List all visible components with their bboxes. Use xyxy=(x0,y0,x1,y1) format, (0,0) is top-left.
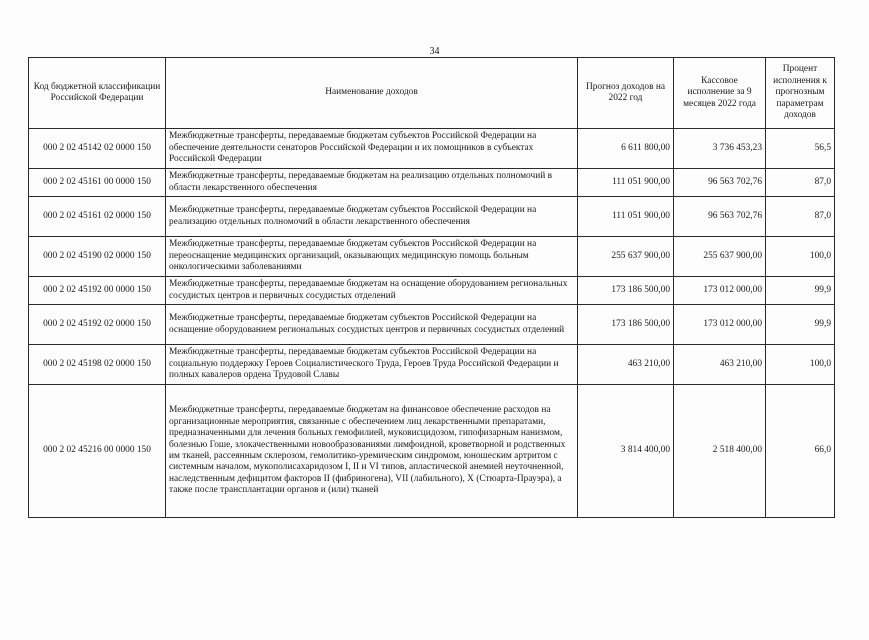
row-percent: 100,0 xyxy=(766,345,835,385)
row-forecast: 173 186 500,00 xyxy=(578,305,674,345)
row-forecast: 111 051 900,00 xyxy=(578,169,674,197)
header-name: Наименование доходов xyxy=(166,58,578,129)
row-code: 000 2 02 45190 02 0000 150 xyxy=(29,237,166,277)
table-row xyxy=(29,169,835,197)
row-code: 000 2 02 45142 02 0000 150 xyxy=(29,129,166,169)
header-code: Код бюджетной классификации Российской Федерации xyxy=(29,58,166,129)
row-executed: 96 563 702,76 xyxy=(674,169,766,197)
row-executed: 2 518 400,00 xyxy=(674,385,766,518)
revenue-table xyxy=(28,57,835,518)
row-percent: 56,5 xyxy=(766,129,835,169)
page-number: 34 xyxy=(429,46,440,57)
table-row xyxy=(29,385,835,518)
row-executed: 255 637 900,00 xyxy=(674,237,766,277)
table-row xyxy=(29,129,835,169)
header-executed: Кассовое исполнение за 9 месяцев 2022 года xyxy=(674,58,766,129)
table-row xyxy=(29,345,835,385)
row-name: Межбюджетные трансферты, передаваемые бюджетам субъектов Российской Федерации на реализацию отдельных полномочий в области лекарственного обеспечения xyxy=(166,197,578,237)
row-percent: 100,0 xyxy=(766,237,835,277)
row-code: 000 2 02 45161 02 0000 150 xyxy=(29,197,166,237)
row-executed: 173 012 000,00 xyxy=(674,305,766,345)
row-name: Межбюджетные трансферты, передаваемые бюджетам субъектов Российской Федерации на переоснащение медицинских организаций, оказывающих медицинскую помощь больным онкологическими заболеваниями xyxy=(166,237,578,277)
row-name: Межбюджетные трансферты, передаваемые бюджетам на реализацию отдельных полномочий в области лекарственного обеспечения xyxy=(166,169,578,197)
table-header-row xyxy=(29,58,835,129)
table-row xyxy=(29,237,835,277)
row-forecast: 111 051 900,00 xyxy=(578,197,674,237)
row-code: 000 2 02 45192 00 0000 150 xyxy=(29,277,166,305)
table-row xyxy=(29,197,835,237)
row-name: Межбюджетные трансферты, передаваемые бюджетам на оснащение оборудованием региональных сосудистых центров и первичных сосудистых отделений xyxy=(166,277,578,305)
row-executed: 173 012 000,00 xyxy=(674,277,766,305)
row-executed: 463 210,00 xyxy=(674,345,766,385)
row-executed: 96 563 702,76 xyxy=(674,197,766,237)
row-forecast: 255 637 900,00 xyxy=(578,237,674,277)
row-forecast: 463 210,00 xyxy=(578,345,674,385)
header-percent: Процент исполнения к прогнозным параметрам доходов xyxy=(766,58,835,129)
row-percent: 99,9 xyxy=(766,305,835,345)
row-name: Межбюджетные трансферты, передаваемые бюджетам на финансовое обеспечение расходов на организационные мероприятия, связанные с обеспечением лиц лекарственными препаратами, предназначенными для лечения больных гемофилией, муковисцидозом, гипофизарным нанизмом, болезнью Гоше, злокачественными новообразованиями лимфоидной, кроветворной и родственных им тканей, рассеянным склерозом, гемолитико-уремическим синдромом, юношеским артритом с системным началом, мукополисахаридозом I, II и VI типов, апластической анемией неуточненной, наследственным дефицитом факторов II (фибриногена), VII (лабильного), X (Стюарта-Прауэра), а также после трансплантации органов и (или) тканей xyxy=(166,385,578,518)
row-forecast: 3 814 400,00 xyxy=(578,385,674,518)
row-name: Межбюджетные трансферты, передаваемые бюджетам субъектов Российской Федерации на социальную поддержку Героев Социалистического Труда, Героев Труда Российской Федерации и полных кавалеров ордена Трудовой Славы xyxy=(166,345,578,385)
row-code: 000 2 02 45192 02 0000 150 xyxy=(29,305,166,345)
row-forecast: 173 186 500,00 xyxy=(578,277,674,305)
row-percent: 87,0 xyxy=(766,197,835,237)
row-percent: 66,0 xyxy=(766,385,835,518)
row-percent: 87,0 xyxy=(766,169,835,197)
row-executed: 3 736 453,23 xyxy=(674,129,766,169)
row-code: 000 2 02 45198 02 0000 150 xyxy=(29,345,166,385)
table-row xyxy=(29,277,835,305)
row-forecast: 6 611 800,00 xyxy=(578,129,674,169)
row-code: 000 2 02 45161 00 0000 150 xyxy=(29,169,166,197)
table-row xyxy=(29,305,835,345)
row-name: Межбюджетные трансферты, передаваемые бюджетам субъектов Российской Федерации на обеспечение деятельности сенаторов Российской Федерации и их помощников в субъектах Российской Федерации xyxy=(166,129,578,169)
header-forecast: Прогноз доходов на 2022 год xyxy=(578,58,674,129)
row-percent: 99,9 xyxy=(766,277,835,305)
row-name: Межбюджетные трансферты, передаваемые бюджетам субъектов Российской Федерации на оснащение оборудованием региональных сосудистых центров и первичных сосудистых отделений xyxy=(166,305,578,345)
row-code: 000 2 02 45216 00 0000 150 xyxy=(29,385,166,518)
